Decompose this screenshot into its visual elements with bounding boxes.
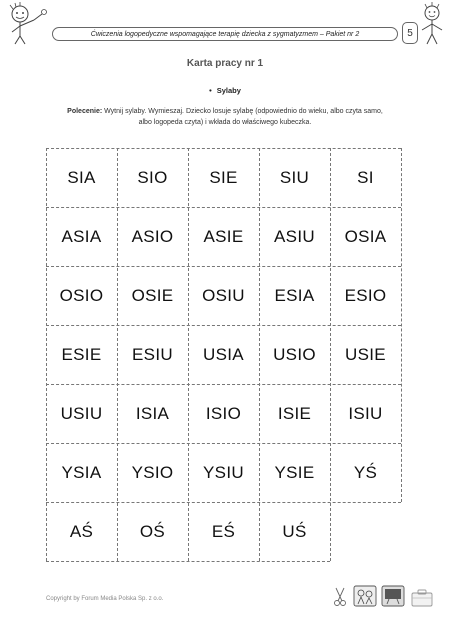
syllable-card: USIO	[273, 344, 316, 364]
syllable-card: USIU	[60, 403, 103, 423]
syllable-card: USIE	[345, 344, 386, 364]
syllable-card: OSIO	[59, 285, 104, 305]
syllable-card: YSIE	[274, 462, 315, 482]
syllable-card: SIE	[209, 167, 238, 187]
child-doodle-right-icon	[416, 2, 448, 46]
syllable-card: SIA	[67, 167, 96, 187]
briefcase-icon	[412, 590, 432, 606]
syllable-card: YSIA	[61, 462, 102, 482]
syllable-card: ISIA	[135, 403, 170, 423]
syllable-grid	[46, 148, 400, 562]
worksheet-title: Karta pracy nr 1	[186, 58, 264, 69]
syllable-card: OSIU	[202, 285, 245, 305]
syllable-card: AŚ	[69, 521, 94, 541]
instructions	[60, 107, 390, 128]
syllable-card: YŚ	[353, 462, 378, 482]
scissors-icon	[335, 588, 346, 606]
instruction-label: Polecenie:	[67, 108, 103, 115]
syllable-card: ESIE	[61, 344, 102, 364]
syllable-card: ASIE	[203, 226, 244, 246]
section-heading	[0, 86, 450, 95]
syllable-card: ISIE	[277, 403, 312, 423]
syllable-card: ESIA	[274, 285, 315, 305]
copyright-text: Copyright by Forum Media Polska Sp. z o.o.	[46, 596, 164, 602]
syllable-card: SI	[357, 167, 374, 187]
syllable-card: ASIU	[274, 226, 315, 246]
child-doodle-left-icon	[6, 2, 52, 46]
syllable-card: ISIO	[205, 403, 242, 423]
syllable-card: EŚ	[211, 521, 236, 541]
syllable-card: OŚ	[139, 521, 166, 541]
section-label: Sylaby	[216, 86, 241, 95]
cut-line-horizontal	[46, 561, 330, 562]
header-title: Ćwiczenia logopedyczne wspomagające terapię dziecka z sygmatyzmem – Pakiet nr 2	[90, 30, 360, 38]
syllable-card: ASIO	[131, 226, 174, 246]
board-icon	[382, 586, 404, 606]
syllable-card: ASIA	[61, 226, 102, 246]
header-bar	[52, 27, 398, 41]
syllable-card: USIA	[203, 344, 244, 364]
syllable-card: ESIU	[132, 344, 173, 364]
syllable-card: OSIA	[344, 226, 387, 246]
bullet-icon: •	[209, 86, 212, 95]
syllable-card: YSIO	[131, 462, 174, 482]
children-drawing-icon	[354, 586, 376, 606]
syllable-card: UŚ	[282, 521, 307, 541]
page-number: 5	[402, 22, 418, 44]
syllable-card: OSIE	[131, 285, 174, 305]
syllable-card: SIO	[137, 167, 168, 187]
footer-icons	[332, 584, 436, 608]
cut-line-vertical	[401, 148, 402, 502]
instruction-text: Wytnij sylaby. Wymieszaj. Dziecko losuje sylabę (odpowiednio do wieku, albo czyta samo, albo logopeda czyta) i wkłada do właściwego kubeczka.	[104, 108, 383, 126]
syllable-card: ISIU	[348, 403, 383, 423]
syllable-card: SIU	[279, 167, 310, 187]
syllable-card: YSIU	[203, 462, 244, 482]
syllable-card: ESIO	[344, 285, 387, 305]
